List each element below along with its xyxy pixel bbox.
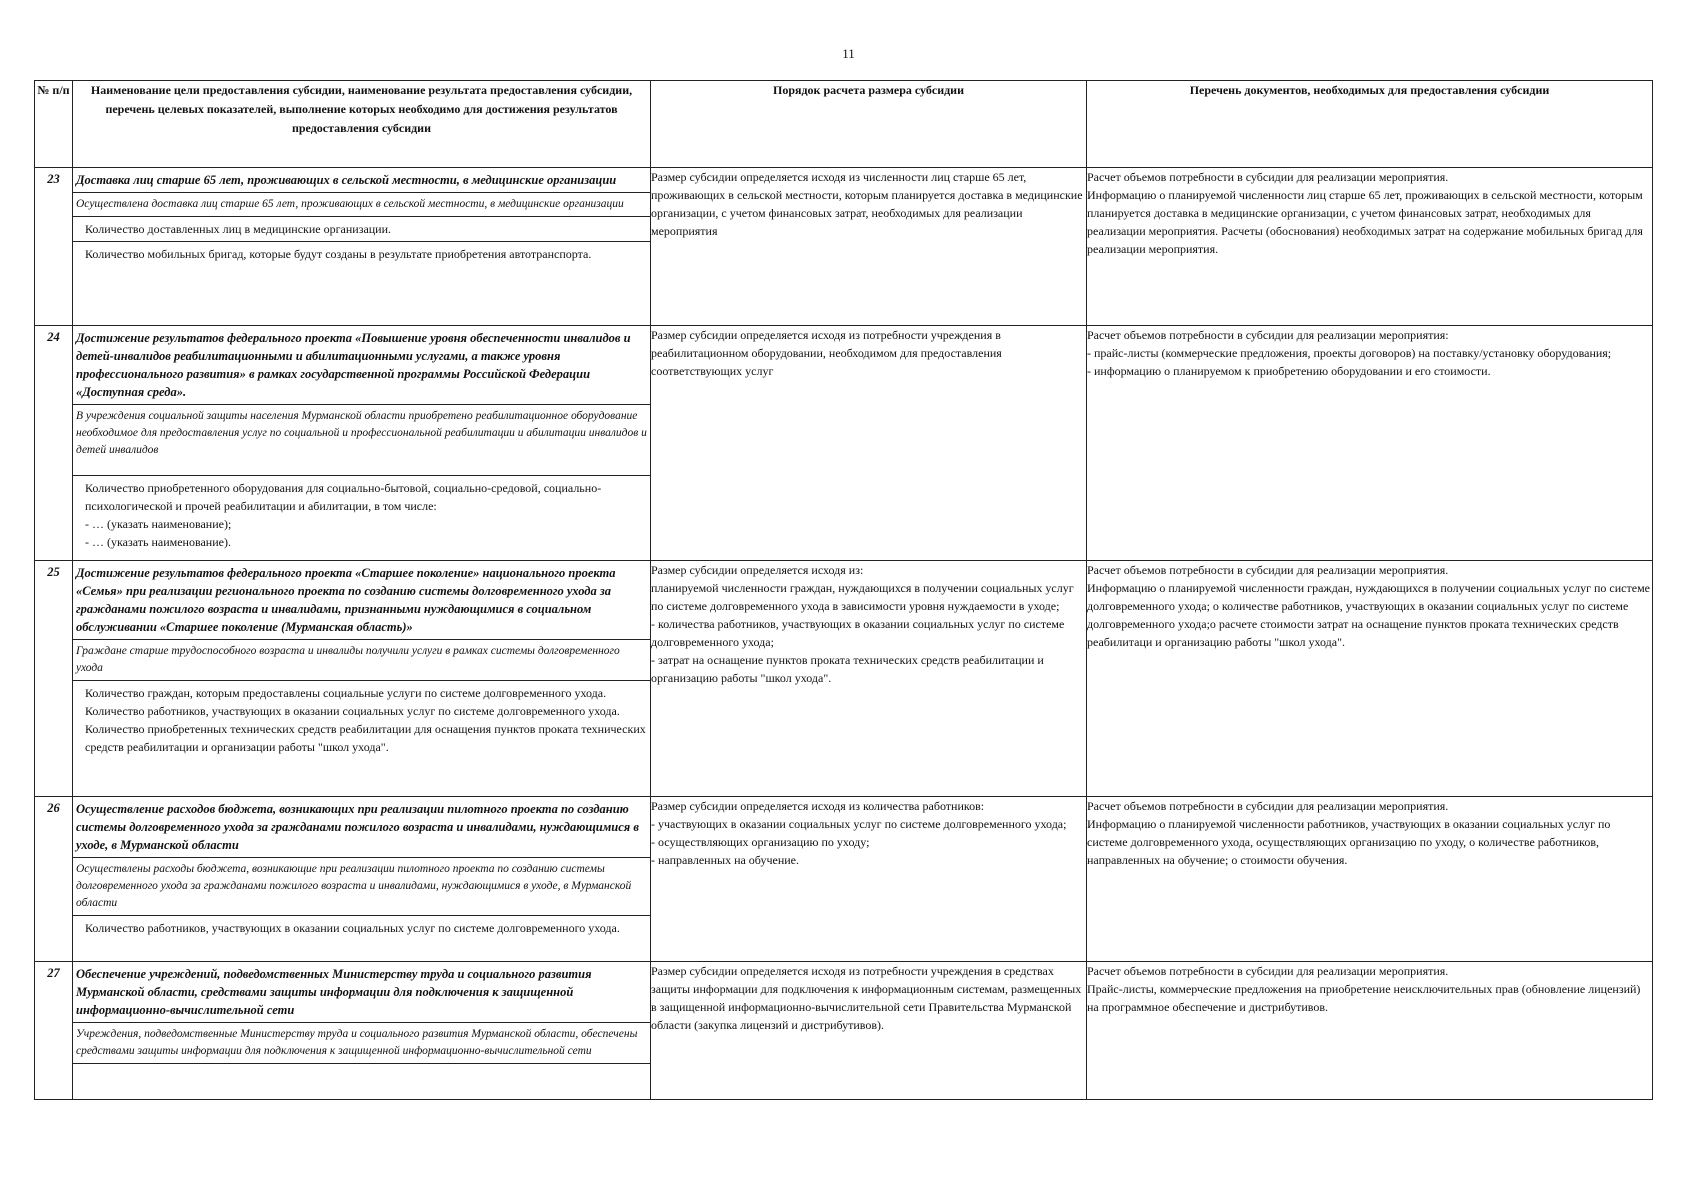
calc-text: Размер субсидии определяется исходя из численности лиц старше 65 лет, проживающих в сельской местности, которым планируется доставка в медицинские организации, с учетом финансовых затрат, необходимых для реализации мероприятия — [651, 168, 1087, 326]
docs-text: Расчет объемов потребности в субсидии для реализации мероприятия. Информацию о планируемой численности работников, участвующих в оказании социальных услуг по системе долговременного ухода, осуществляющих организацию по уходу, о количестве работников, направленных на обучение; о стоимости обучения. — [1087, 797, 1653, 962]
table-row — [35, 326, 1653, 561]
row-name-cell — [73, 962, 651, 1100]
goal-text: Осуществление расходов бюджета, возникающих при реализации пилотного проекта по созданию системы долговременного ухода за гражданами пожилого возраста и инвалидами, нуждающимися в уходе, в Мурманской области — [73, 797, 650, 858]
header-name: Наименование цели предоставления субсидии, наименование результата предоставления субсидии, перечень целевых показателей, выполнение которых необходимо для достижения результатов предоставления субсидии — [73, 81, 651, 168]
docs-text: Расчет объемов потребности в субсидии для реализации мероприятия. Прайс-листы, коммерческие предложения на приобретение неисключительных прав (обновление лицензий) на программное обеспечение и дистрибутивов. — [1087, 962, 1653, 1100]
docs-text: Расчет объемов потребности в субсидии для реализации мероприятия: - прайс-листы (коммерческие предложения, проекты договоров) на поставку/установку оборудования; - информацию о планируемом к приобретению оборудовании и его стоимости. — [1087, 326, 1653, 561]
row-number: 27 — [35, 962, 73, 1100]
header-num: № п/п — [35, 81, 73, 168]
row-name-cell — [73, 326, 651, 561]
table-row — [35, 168, 1653, 326]
subsidy-table — [34, 80, 1653, 1100]
goal-text: Доставка лиц старше 65 лет, проживающих в сельской местности, в медицинские организации — [73, 168, 650, 193]
table-row — [35, 561, 1653, 797]
docs-text: Расчет объемов потребности в субсидии для реализации мероприятия. Информацию о планируемой численности граждан, нуждающихся в получении социальных услуг по системе долговременного ухода; о количестве работников, участвующих в оказании социальных услуг по системе долговременного ухода;о расчете стоимости затрат на оснащение пунктов проката технических средств реабилитаци и организацию работы "школ ухода". — [1087, 561, 1653, 797]
page-number: 11 — [842, 46, 855, 61]
result-text: Граждане старше трудоспособного возраста и инвалиды получили услуги в рамках системы долговременного ухода — [73, 640, 650, 681]
result-text: Осуществлена доставка лиц старше 65 лет, проживающих в сельской местности, в медицинские организации — [73, 193, 650, 217]
header-calc: Порядок расчета размера субсидии — [651, 81, 1087, 168]
table-header-row — [35, 81, 1653, 168]
table-row — [35, 797, 1653, 962]
indicator-text: Количество приобретенного оборудования для социально-бытовой, социально-средовой, социально-психологической и прочей реабилитации и абилитации, в том числе: - … (указать наименование); - … (указать наименование). — [85, 481, 602, 549]
calc-text: Размер субсидии определяется исходя из: планируемой численности граждан, нуждающихся в получении социальных услуг по системе долговременного ухода в зависимости уровня нуждаемости в уходе; - количества работников, участвующих в оказании социальных услуг по системе долговременного ухода; - затрат на оснащение пунктов проката технических средств реабилитации и организацию работы "школ ухода". — [651, 561, 1087, 797]
goal-text: Достижение результатов федерального проекта «Повышение уровня обеспеченности инвалидов и детей-инвалидов реабилитационными и абилитационными услугами, а также уровня профессионального развития» в рамках государственной программы Российской Федерации «Доступная среда». — [73, 326, 650, 405]
row-name-cell — [73, 561, 651, 797]
goal-text: Достижение результатов федерального проекта «Старшее поколение» национального проекта «Семья» при реализации регионального проекта по созданию системы долговременного ухода за гражданами пожилого возраста и инвалидами, признанными нуждающимися в социальном обслуживании «Старшее поколение (Мурманская область)» — [73, 561, 650, 640]
indicator-text: Количество мобильных бригад, которые будут созданы в результате приобретения автотранспорта. — [85, 247, 592, 261]
row-number: 26 — [35, 797, 73, 962]
indicator-text: Количество граждан, которым предоставлены социальные услуги по системе долговременного ухода. Количество работников, участвующих в оказании социальных услуг по системе долговременного ухода. Количество приобретенных технических средств реабилитации для оснащения пунктов проката технических средств реабилитации и организации работы "школ ухода". — [85, 686, 646, 754]
calc-text: Размер субсидии определяется исходя из количества работников: - участвующих в оказании социальных услуг по системе долговременного ухода; - осуществляющих организацию по уходу; - направленных на обучение. — [651, 797, 1087, 962]
result-text: Учреждения, подведомственные Министерству труда и социального развития Мурманской области, обеспечены средствами защиты информации для подключения к защищенной информационно-вычислительной сети — [73, 1023, 650, 1064]
goal-text: Обеспечение учреждений, подведомственных Министерству труда и социального развития Мурманской области, средствами защиты информации для подключения к защищенной информационно-вычислительной сети — [73, 962, 650, 1023]
calc-text: Размер субсидии определяется исходя из потребности учреждения в средствах защиты информации для подключения к информационным системам, размещенных в защищенной информационно-вычислительной сети Правительства Мурманской области (закупка лицензий и дистрибутивов). — [651, 962, 1087, 1100]
row-name-cell — [73, 168, 651, 326]
indicator-text: Количество работников, участвующих в оказании социальных услуг по системе долговременного ухода. — [85, 921, 620, 935]
row-number: 24 — [35, 326, 73, 561]
row-number: 23 — [35, 168, 73, 326]
table-row — [35, 962, 1653, 1100]
calc-text: Размер субсидии определяется исходя из потребности учреждения в реабилитационном оборудовании, необходимом для предоставления соответствующих услуг — [651, 326, 1087, 561]
result-text: В учреждения социальной защиты населения Мурманской области приобретено реабилитационное оборудование необходимое для предоставления услуг по социальной и профессиональной реабилитации и абилитации инвалидов и детей инвалидов — [73, 405, 650, 476]
row-name-cell — [73, 797, 651, 962]
header-docs: Перечень документов, необходимых для предоставления субсидии — [1087, 81, 1653, 168]
docs-text: Расчет объемов потребности в субсидии для реализации мероприятия. Информацию о планируемой численности лиц старше 65 лет, проживающих в сельской местности, которым планируется доставка в медицинские организации, с учетом финансовых затрат, необходимых для реализации мероприятия. Расчеты (обоснования) необходимых затрат на содержание мобильных бригад для реализации мероприятия. — [1087, 168, 1653, 326]
indicator-text: Количество доставленных лиц в медицинские организации. — [73, 217, 650, 242]
row-number: 25 — [35, 561, 73, 797]
result-text: Осуществлены расходы бюджета, возникающие при реализации пилотного проекта по созданию системы долговременного ухода за гражданами пожилого возраста и инвалидами, нуждающимися в уходе, в Мурманской области — [73, 858, 650, 916]
